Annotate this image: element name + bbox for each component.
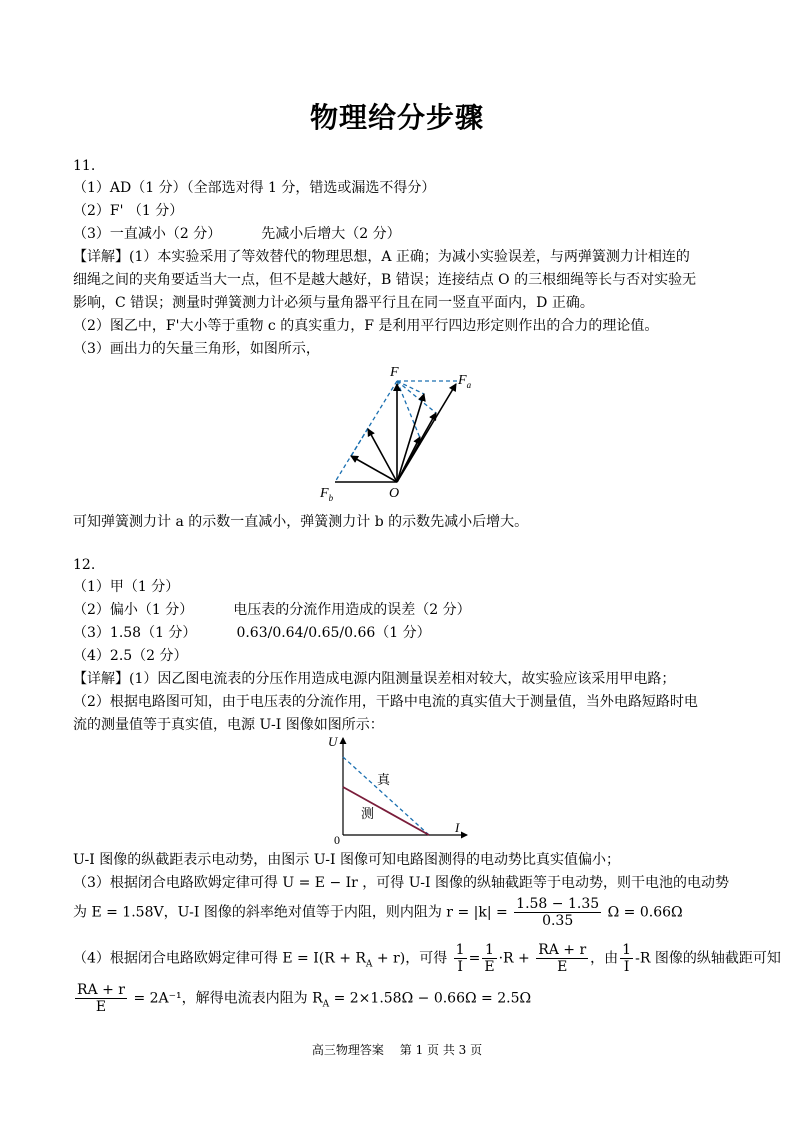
label-Fb: $F_b$ xyxy=(320,486,334,503)
page-title: 物理给分步骤 xyxy=(309,101,484,134)
label-true: 真 xyxy=(377,772,391,787)
q12-number: 12. xyxy=(73,557,96,573)
dashed-line-left xyxy=(335,381,397,482)
label-origin: 0 xyxy=(334,833,340,847)
q12-answer-3a: （3）1.58（1 分） xyxy=(73,625,197,641)
q12-detail-7: $\frac{RA + r}{E}$ = 2A⁻¹，解得电流表内阻为 $R_A = 2\times 1.58\Omega - 0.66\Omega = 2.5\Omega$ xyxy=(77,982,532,1015)
fraction-RA-r-over-E-2: $\frac{RA + r}{E}$ xyxy=(77,982,125,1015)
q12-detail-6: （4）根据闭合电路欧姆定律可得 $E = I(R + R_A + r)$，可得 $\frac{1}{I}$ = $\frac{1}{E}$ ·R + $\frac{RA + r}{E}$ ，由 $\frac{1}{I}$ -R 图像的纵轴截距可知 xyxy=(73,942,781,975)
q11-detail-4: （2）图乙中，F'大小等于重物 c 的真实重力，F 是利用平行四边形定则作出的合力的理论值。 xyxy=(73,318,659,334)
q12-detail-5b: 为 E = 1.58V，U-I 图像的斜率绝对值等于内阻，则内阻为 r = |k| = $\frac{1.58 - 1.35}{0.35}$ Ω = 0.66Ω xyxy=(73,896,683,929)
q11-answer-1: （1）AD（1 分）（全部选对得 1 分，错选或漏选不得分） xyxy=(73,180,436,196)
footer-page-number: 第 1 页 共 3 页 xyxy=(399,1043,483,1057)
force-triangle-figure xyxy=(310,360,490,510)
q12-answer-4: （4）2.5（2 分） xyxy=(73,648,188,664)
ui-graph xyxy=(325,732,475,847)
q12-answer-3 xyxy=(73,623,431,643)
fraction-1-over-I: $\frac{1}{I}$ xyxy=(455,942,465,975)
q11-answer-3 xyxy=(73,224,401,244)
fraction-slope: $\frac{1.58 - 1.35}{0.35}$ xyxy=(516,896,600,929)
label-F: F xyxy=(390,365,399,380)
q12-answer-2 xyxy=(73,600,471,620)
true-line xyxy=(343,757,429,835)
q11-detail-2: 细绳之间的夹角要适当大一点，但不是越大越好，B 错误；连接结点 O 的三根细绳等长与否对实验无 xyxy=(73,272,697,288)
label-I: I xyxy=(455,820,460,835)
q11-detail-5: （3）画出力的矢量三角形，如图所示， xyxy=(73,341,320,357)
page-footer xyxy=(0,1041,794,1058)
q12-answer-2a: （2）偏小（1 分） xyxy=(73,602,194,618)
q11-detail-1: 【详解】(1）本实验采用了等效替代的物理思想，A 正确；为减小实验误差，与两弹簧测力计相连的 xyxy=(73,249,690,265)
q12-detail-3: 流的测量值等于真实值，电源 U-I 图像如图所示： xyxy=(73,717,384,733)
q11-answer-2: （2）F' （1 分） xyxy=(73,203,184,219)
q12-detail-1: 【详解】(1）因乙图电流表的分压作用造成电源内阻测量误差相对较大，故实验应该采用甲电路； xyxy=(73,671,676,687)
q12-answer-3b: 0.63/0.64/0.65/0.66（1 分） xyxy=(236,625,431,641)
q11-answer-3b: 先减小后增大（2 分） xyxy=(261,226,401,242)
dashed-line-3 xyxy=(397,381,420,438)
fraction-RA-r-over-E: $\frac{RA + r}{E}$ xyxy=(538,942,587,975)
label-Fa: $F_a$ xyxy=(458,373,472,390)
q12-answer-1: （1）甲（1 分） xyxy=(73,579,180,595)
label-measured: 测 xyxy=(361,806,375,821)
arrow-a3 xyxy=(397,413,436,482)
q11-number: 11. xyxy=(73,158,96,174)
force-arrows xyxy=(335,384,456,482)
q12-detail-2: （2）根据电路图可知，由于电压表的分流作用，干路中电流的真实值大于测量值，当外电路短路时电 xyxy=(73,694,698,710)
dashed-line-4 xyxy=(350,428,368,458)
q11-detail-3: 影响，C 错误；测量时弹簧测力计必须与量角器平行且在同一竖直平面内，D 正确。 xyxy=(73,295,594,311)
q12-detail-4: U-I 图像的纵截距表示电动势，由图示 U-I 图像可知电路图测得的电动势比真实值偏小； xyxy=(73,852,620,868)
fraction-1-over-I-2: $\frac{1}{I}$ xyxy=(622,942,632,975)
q12-answer-2b: 电压表的分流作用造成的误差（2 分） xyxy=(233,602,471,618)
q11-conclusion: 可知弹簧测力计 a 的示数一直减小，弹簧测力计 b 的示数先减小后增大。 xyxy=(73,514,529,530)
q11-answer-3a: （3）一直减小（2 分） xyxy=(73,226,222,242)
q12-detail-5a: （3）根据闭合电路欧姆定律可得 U = E − Ir ，可得 U-I 图像的纵轴截距等于电动势，则干电池的电动势 xyxy=(73,875,730,891)
label-U: U xyxy=(328,734,338,749)
footer-subject: 高三物理答案 xyxy=(311,1043,384,1057)
fraction-1-over-E: $\frac{1}{E}$ xyxy=(484,942,495,975)
measured-line xyxy=(343,787,429,835)
label-O: O xyxy=(389,486,400,501)
